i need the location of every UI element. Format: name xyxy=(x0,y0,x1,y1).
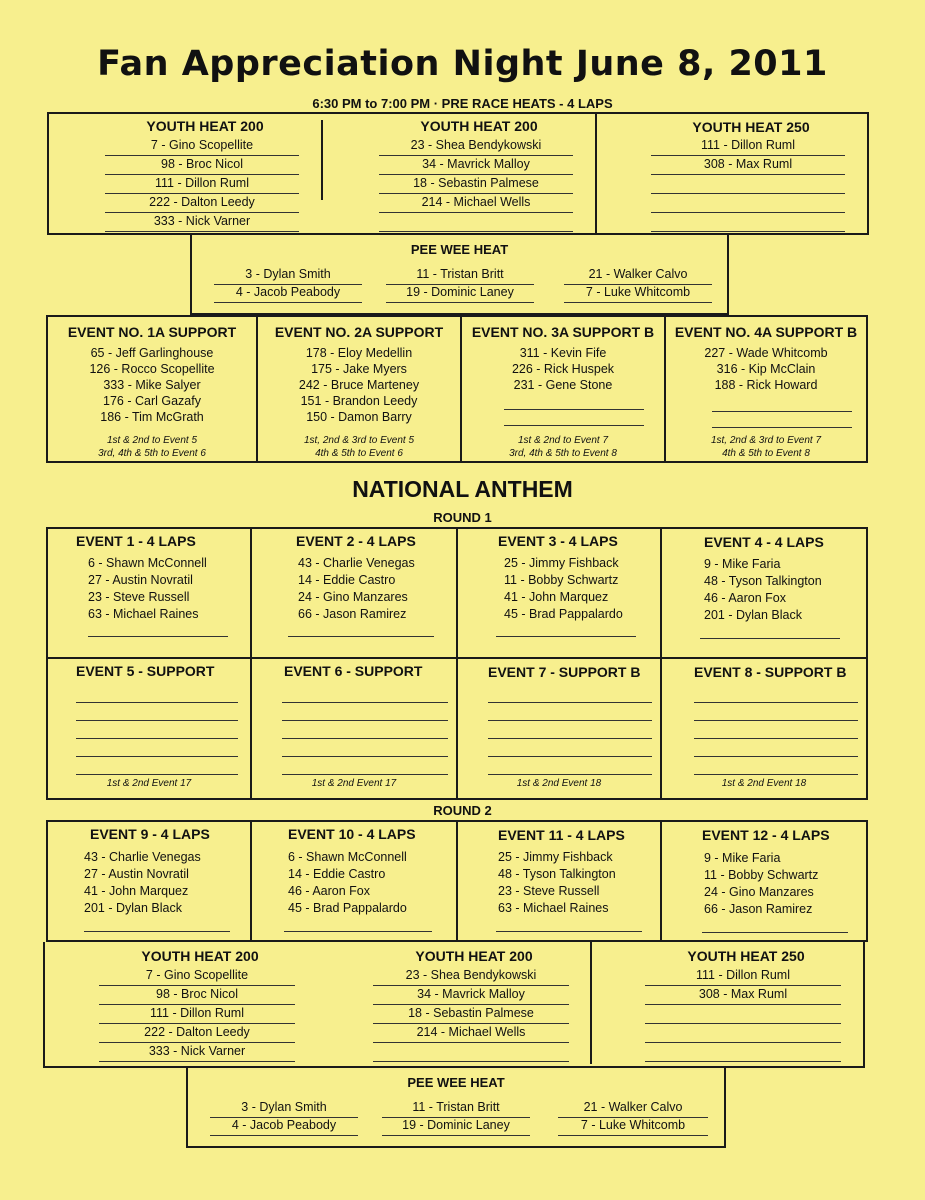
heat-title: YOUTH HEAT 200 xyxy=(141,948,259,964)
event-note: 1st, 2nd & 3rd to Event 5 xyxy=(303,435,415,446)
event-title: EVENT 11 - 4 LAPS xyxy=(498,827,625,843)
event-entry: 126 - Rocco Scopellite xyxy=(89,362,215,376)
event-entry: 46 - Aaron Fox xyxy=(704,591,786,605)
event-entry: 311 - Kevin Fife xyxy=(519,346,607,360)
blank-line xyxy=(76,739,238,757)
heat-entry: 34 - Mavrick Malloy xyxy=(379,157,573,175)
heat-entry xyxy=(651,195,845,213)
event-entry: 63 - Michael Raines xyxy=(498,901,609,915)
blank-line xyxy=(694,739,858,757)
peewee-entry: 4 - Jacob Peabody xyxy=(214,285,362,303)
blank-line xyxy=(76,757,238,775)
heat-entry xyxy=(645,1044,841,1062)
event-entry: 45 - Brad Pappalardo xyxy=(288,901,407,915)
round-2-box xyxy=(46,820,868,942)
blank-line xyxy=(488,685,652,703)
event-entry: 242 - Bruce Marteney xyxy=(298,378,420,392)
national-anthem-heading: NATIONAL ANTHEM xyxy=(352,476,573,502)
peewee-entry: 4 - Jacob Peabody xyxy=(210,1118,358,1136)
heat-entry: 333 - Nick Varner xyxy=(105,214,299,232)
heat-entry: 23 - Shea Bendykowski xyxy=(373,968,569,986)
event-entry: 231 - Gene Stone xyxy=(513,378,613,392)
event-entry: 45 - Brad Pappalardo xyxy=(504,607,623,621)
event-entry: 176 - Carl Gazafy xyxy=(103,394,201,408)
event-title: EVENT 8 - SUPPORT B xyxy=(694,664,847,680)
blank-line xyxy=(488,721,652,739)
event-entry: 11 - Bobby Schwartz xyxy=(704,868,819,882)
event-note: 1st & 2nd Event 18 xyxy=(721,778,807,789)
event-entry xyxy=(88,619,228,637)
event-entry: 23 - Steve Russell xyxy=(88,590,190,604)
event-note: 1st & 2nd Event 17 xyxy=(106,778,192,789)
event-entry: 66 - Jason Ramirez xyxy=(298,607,407,621)
event-entry: 24 - Gino Manzares xyxy=(298,590,408,604)
event-entry: 151 - Brandon Leedy xyxy=(300,394,418,408)
event-title: EVENT 6 - SUPPORT xyxy=(284,663,423,679)
event-entry: 14 - Eddie Castro xyxy=(288,867,386,881)
blank-line xyxy=(76,721,238,739)
event-title: EVENT 7 - SUPPORT B xyxy=(488,664,641,680)
event-entry: 226 - Rick Huspek xyxy=(511,362,615,376)
peewee-entry: 21 - Walker Calvo xyxy=(564,267,712,285)
page-subtitle: 6:30 PM to 7:00 PM · PRE RACE HEATS - 4 LAPS xyxy=(312,96,613,111)
pre-peewee-heat-box xyxy=(190,234,729,315)
heat-entry xyxy=(645,1006,841,1024)
event-title: EVENT NO. 1A SUPPORT xyxy=(67,324,237,340)
event-title: EVENT NO. 3A SUPPORT B xyxy=(471,324,655,340)
event-entry: 9 - Mike Faria xyxy=(704,557,781,571)
event-entry xyxy=(504,408,644,426)
event-entry: 227 - Wade Whitcomb xyxy=(704,346,828,360)
round-1-label: ROUND 1 xyxy=(433,510,492,525)
event-entry: 25 - Jimmy Fishback xyxy=(504,556,619,570)
event-entry: 48 - Tyson Talkington xyxy=(498,867,616,881)
pre-youth-heats-box xyxy=(47,112,869,235)
event-title: EVENT NO. 2A SUPPORT xyxy=(274,324,444,340)
event-title: EVENT 9 - 4 LAPS xyxy=(90,826,210,842)
blank-line xyxy=(282,685,448,703)
event-entry: 25 - Jimmy Fishback xyxy=(498,850,613,864)
heat-entry: 214 - Michael Wells xyxy=(379,195,573,213)
peewee-entry: 3 - Dylan Smith xyxy=(210,1100,358,1118)
heat-entry: 111 - Dillon Ruml xyxy=(105,176,299,194)
event-entry: 11 - Bobby Schwartz xyxy=(504,573,619,587)
blank-line xyxy=(488,757,652,775)
event-entry: 27 - Austin Novratil xyxy=(84,867,189,881)
event-entry: 65 - Jeff Garlinghouse xyxy=(90,346,214,360)
heat-entry xyxy=(651,176,845,194)
blank-line xyxy=(282,739,448,757)
heat-entry: 7 - Gino Scopellite xyxy=(105,138,299,156)
event-entry: 316 - Kip McClain xyxy=(716,362,816,376)
event-title: EVENT 10 - 4 LAPS xyxy=(288,826,416,842)
event-entry xyxy=(496,619,636,637)
event-entry: 48 - Tyson Talkington xyxy=(704,574,822,588)
round-2-label: ROUND 2 xyxy=(433,803,492,818)
event-entry: 23 - Steve Russell xyxy=(498,884,600,898)
heat-entry xyxy=(379,214,573,232)
event-entry xyxy=(702,915,848,933)
heat-entry: 7 - Gino Scopellite xyxy=(99,968,295,986)
post-peewee-heat-box xyxy=(186,1066,726,1148)
peewee-entry: 21 - Walker Calvo xyxy=(558,1100,708,1118)
blank-line xyxy=(282,703,448,721)
event-note: 1st & 2nd Event 17 xyxy=(311,778,397,789)
heat-entry: 222 - Dalton Leedy xyxy=(99,1025,295,1043)
blank-line xyxy=(282,721,448,739)
event-entry: 27 - Austin Novratil xyxy=(88,573,193,587)
heat-entry: 18 - Sebastin Palmese xyxy=(373,1006,569,1024)
heat-entry: 111 - Dillon Ruml xyxy=(99,1006,295,1024)
blank-line xyxy=(694,721,858,739)
heat-entry: 214 - Michael Wells xyxy=(373,1025,569,1043)
blank-line xyxy=(488,703,652,721)
blank-line xyxy=(694,685,858,703)
event-entry: 14 - Eddie Castro xyxy=(298,573,396,587)
heat-entry: 111 - Dillon Ruml xyxy=(645,968,841,986)
event-title: EVENT NO. 4A SUPPORT B xyxy=(674,324,858,340)
heat-title: YOUTH HEAT 250 xyxy=(687,948,805,964)
peewee-title: PEE WEE HEAT xyxy=(407,1075,505,1090)
blank-line xyxy=(694,703,858,721)
heat-entry: 23 - Shea Bendykowski xyxy=(379,138,573,156)
event-entry: 6 - Shawn McConnell xyxy=(288,850,407,864)
heat-entry: 111 - Dillon Ruml xyxy=(651,138,845,156)
event-entry: 9 - Mike Faria xyxy=(704,851,781,865)
event-entry: 41 - John Marquez xyxy=(84,884,189,898)
heat-title: YOUTH HEAT 200 xyxy=(146,118,264,134)
heat-entry: 34 - Mavrick Malloy xyxy=(373,987,569,1005)
event-title: EVENT 12 - 4 LAPS xyxy=(702,827,830,843)
heat-title: YOUTH HEAT 200 xyxy=(415,948,533,964)
heat-entry: 222 - Dalton Leedy xyxy=(105,195,299,213)
heat-entry xyxy=(373,1044,569,1062)
event-entry: 24 - Gino Manzares xyxy=(704,885,814,899)
event-note: 1st & 2nd to Event 7 xyxy=(517,435,609,446)
heat-entry: 98 - Broc Nicol xyxy=(99,987,295,1005)
event-entry: 333 - Mike Salyer xyxy=(103,378,201,392)
blank-line xyxy=(488,739,652,757)
blank-line xyxy=(282,757,448,775)
event-entry: 175 - Jake Myers xyxy=(311,362,407,376)
event-note: 1st, 2nd & 3rd to Event 7 xyxy=(710,435,822,446)
event-entry: 63 - Michael Raines xyxy=(88,607,199,621)
event-entry xyxy=(284,914,432,932)
heat-title: YOUTH HEAT 200 xyxy=(420,118,538,134)
round-1-box xyxy=(46,527,868,800)
page-title: Fan Appreciation Night June 8, 2011 xyxy=(97,44,828,84)
heat-entry: 308 - Max Ruml xyxy=(645,987,841,1005)
peewee-title: PEE WEE HEAT xyxy=(410,242,509,257)
support-events-box xyxy=(46,315,868,463)
heat-entry: 18 - Sebastin Palmese xyxy=(379,176,573,194)
event-entry: 150 - Damon Barry xyxy=(306,410,412,424)
blank-line xyxy=(694,757,858,775)
peewee-entry: 7 - Luke Whitcomb xyxy=(564,285,712,303)
heat-entry xyxy=(645,1025,841,1043)
post-youth-heats-box xyxy=(43,942,865,1068)
event-title: EVENT 1 - 4 LAPS xyxy=(76,533,196,549)
event-entry xyxy=(84,914,230,932)
peewee-entry: 19 - Dominic Laney xyxy=(386,285,534,303)
event-entry: 46 - Aaron Fox xyxy=(288,884,370,898)
event-entry: 178 - Eloy Medellin xyxy=(305,346,413,360)
blank-line xyxy=(76,685,238,703)
peewee-entry: 11 - Tristan Britt xyxy=(382,1100,530,1118)
event-entry: 186 - Tim McGrath xyxy=(100,410,204,424)
event-entry xyxy=(712,410,852,428)
event-note: 3rd, 4th & 5th to Event 6 xyxy=(98,448,206,459)
event-entry: 201 - Dylan Black xyxy=(84,901,182,915)
event-entry: 188 - Rick Howard xyxy=(714,378,818,392)
event-title: EVENT 4 - 4 LAPS xyxy=(704,534,824,550)
event-title: EVENT 2 - 4 LAPS xyxy=(296,533,416,549)
event-entry: 6 - Shawn McConnell xyxy=(88,556,207,570)
heat-title: YOUTH HEAT 250 xyxy=(692,119,810,135)
blank-line xyxy=(76,703,238,721)
event-entry: 43 - Charlie Venegas xyxy=(84,850,201,864)
event-note: 1st & 2nd to Event 5 xyxy=(106,435,198,446)
peewee-entry: 7 - Luke Whitcomb xyxy=(558,1118,708,1136)
event-entry xyxy=(496,914,642,932)
heat-entry xyxy=(651,214,845,232)
event-entry: 43 - Charlie Venegas xyxy=(298,556,415,570)
event-note: 4th & 5th to Event 6 xyxy=(315,448,403,459)
event-note: 1st & 2nd Event 18 xyxy=(516,778,602,789)
peewee-entry: 11 - Tristan Britt xyxy=(386,267,534,285)
event-entry: 41 - John Marquez xyxy=(504,590,609,604)
event-entry: 201 - Dylan Black xyxy=(704,608,802,622)
event-entry: 66 - Jason Ramirez xyxy=(704,902,813,916)
heat-entry: 98 - Broc Nicol xyxy=(105,157,299,175)
event-title: EVENT 5 - SUPPORT xyxy=(76,663,215,679)
heat-entry: 308 - Max Ruml xyxy=(651,157,845,175)
event-entry xyxy=(700,621,840,639)
peewee-entry: 3 - Dylan Smith xyxy=(214,267,362,285)
heat-entry: 333 - Nick Varner xyxy=(99,1044,295,1062)
event-title: EVENT 3 - 4 LAPS xyxy=(498,533,618,549)
event-entry xyxy=(288,619,434,637)
event-note: 4th & 5th to Event 8 xyxy=(722,448,810,459)
event-note: 3rd, 4th & 5th to Event 8 xyxy=(509,448,617,459)
peewee-entry: 19 - Dominic Laney xyxy=(382,1118,530,1136)
